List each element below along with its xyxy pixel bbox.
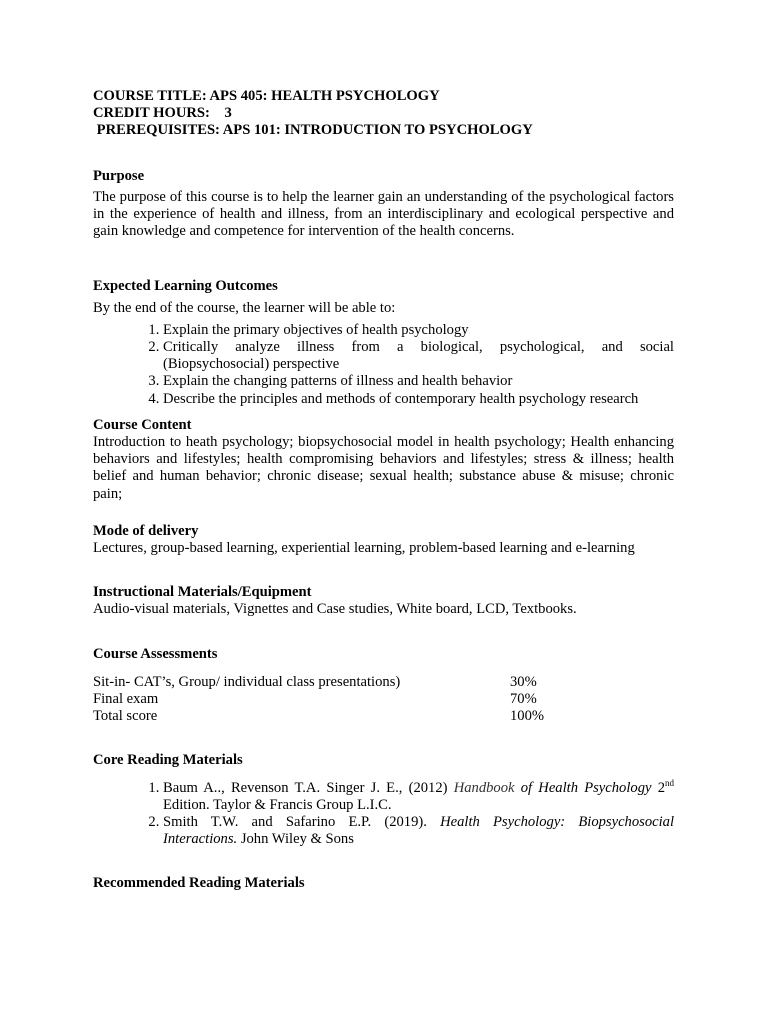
assessment-item: Sit-in- CAT’s, Group/ individual class presentations) [93,673,401,690]
assessment-item: Total score [93,708,158,725]
delivery-text: Lectures, group-based learning, experiential learning, problem-based learning and e-learning [93,540,635,557]
table-row [93,708,674,725]
recommended-reading-heading: Recommended Reading Materials [93,874,305,891]
content-heading: Course Content [93,416,192,433]
assessment-percent: 30% [510,673,537,690]
table-row [93,691,674,708]
assessment-item: Final exam [93,691,159,708]
course-title: COURSE TITLE: APS 405: HEALTH PSYCHOLOGY [93,88,440,104]
assessment-percent: 100% [510,708,545,725]
assessments-table [93,674,674,726]
list-item: 1. Explain the primary objectives of health psychology [163,322,674,339]
list-item: 2. Critically analyze illness from a biological, psychological, and social (Biopsychosocial) perspective [163,339,674,373]
list-item [163,814,674,848]
outcomes-heading: Expected Learning Outcomes [93,278,278,295]
purpose-heading: Purpose [93,167,145,184]
course-header [93,88,674,140]
reference-title: of Health Psychology [514,779,652,796]
reference-edition: 2 [651,779,665,796]
list-item: 3. Explain the changing patterns of illness and health behavior [163,373,674,390]
reference-publisher: John Wiley & Sons [237,831,354,848]
reference-title: Health Psychology: Biopsychosocial Interactions. [163,814,674,848]
reference-publisher: Edition. Taylor & Francis Group L.I.C. [163,796,392,813]
reference-title: Handbook [453,779,515,796]
outcomes-intro: By the end of the course, the learner will be able to: [93,299,396,316]
content-text: Introduction to heath psychology; biopsychosocial model in health psychology; Health enhancing behaviors and lifestyles; health compromising behaviors and lifestyles; stress & illness; health belief and human behavior; chronic disease; sexual health; substance abuse & misuse; chronic pain; [93,434,674,502]
credit-hours: CREDIT HOURS: 3 [93,105,232,122]
assessments-heading: Course Assessments [93,645,218,662]
materials-heading: Instructional Materials/Equipment [93,584,312,601]
list-item [163,777,674,814]
reference-authors: Smith T.W. and Safarino E.P. (2019). [163,814,441,831]
purpose-text: The purpose of this course is to help the learner gain an understanding of the psychological factors in the experience of health and illness, from an interdisciplinary and ecological perspective and gain knowledge and competence for intervention of the health concerns. [93,188,674,240]
materials-text: Audio-visual materials, Vignettes and Case studies, White board, LCD, Textbooks. [93,601,577,618]
table-row [93,674,674,691]
prerequisites: PREREQUISITES: APS 101: INTRODUCTION TO PSYCHOLOGY [93,122,533,139]
outcomes-list [93,322,674,408]
course-outline [93,88,674,892]
reference-edition-suffix: nd [665,777,674,788]
core-reading-list [93,777,674,849]
delivery-heading: Mode of delivery [93,522,199,539]
assessment-percent: 70% [510,691,537,708]
list-item: 4. Describe the principles and methods of contemporary health psychology research [163,391,674,408]
reference-authors: Baum A.., Revenson T.A. Singer J. E., (2012) [163,779,454,796]
core-reading-heading: Core Reading Materials [93,752,243,769]
